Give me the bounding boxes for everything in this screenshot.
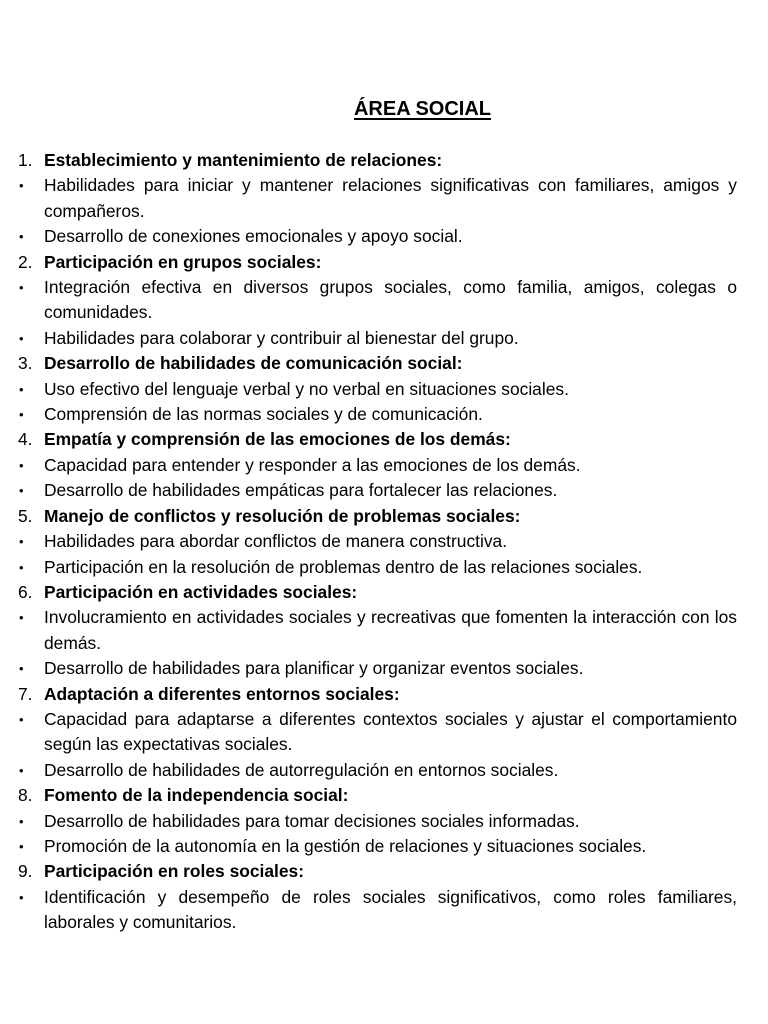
section-heading-text: Establecimiento y mantenimiento de relaciones: (44, 150, 443, 170)
section-list (18, 148, 737, 936)
bullet-item (18, 478, 737, 503)
bullet-item (18, 173, 737, 224)
bullet-text: Integración efectiva en diversos grupos sociales, como familia, amigos, colegas o comunidades. (44, 277, 737, 323)
bullet-icon: • (19, 229, 24, 245)
section-heading (18, 783, 737, 808)
section-heading (18, 148, 737, 173)
bullet-icon: • (19, 280, 24, 296)
bullet-text: Promoción de la autonomía en la gestión de relaciones y situaciones sociales. (44, 835, 647, 856)
bullet-item (18, 377, 737, 402)
bullet-item (18, 224, 737, 249)
bullet-item (18, 758, 737, 783)
bullet-item (18, 555, 737, 580)
bullet-icon: • (19, 889, 24, 905)
bullet-text: Desarrollo de habilidades de autorregulación en entornos sociales. (44, 759, 559, 780)
bullet-item (18, 885, 737, 936)
bullet-item (18, 453, 737, 478)
bullet-item (18, 326, 737, 351)
section-heading (18, 250, 737, 275)
section-heading-text: Empatía y comprensión de las emociones de los demás: (44, 429, 511, 450)
bullet-icon: • (19, 330, 24, 346)
section-heading-text: Participación en grupos sociales: (44, 251, 322, 272)
section-number: 3. (18, 353, 33, 374)
section-heading (18, 351, 737, 376)
bullet-text: Desarrollo de habilidades para planificar y organizar eventos sociales. (44, 658, 584, 679)
section-heading (18, 427, 737, 452)
section-number: 9. (18, 861, 33, 882)
bullet-icon: • (19, 661, 24, 677)
bullet-text: Comprensión de las normas sociales y de comunicación. (44, 404, 483, 425)
bullet-text: Uso efectivo del lenguaje verbal y no verbal en situaciones sociales. (44, 378, 569, 399)
bullet-item (18, 707, 737, 758)
bullet-text: Involucramiento en actividades sociales y recreativas que fomenten la interacción con los demás. (44, 607, 737, 653)
bullet-text: Identificación y desempeño de roles sociales significativos, como roles familiares, laborales y comunitarios. (44, 886, 737, 933)
bullet-item (18, 529, 737, 554)
bullet-item (18, 402, 737, 427)
bullet-icon: • (19, 457, 24, 473)
section-heading (18, 682, 737, 707)
bullet-text: Habilidades para abordar conflictos de manera constructiva. (44, 531, 508, 552)
bullet-item (18, 275, 737, 326)
section-heading (18, 504, 737, 529)
section-heading-text: Manejo de conflictos y resolución de problemas sociales: (44, 505, 521, 526)
section-heading (18, 859, 737, 884)
bullet-item (18, 605, 737, 656)
section-number: 2. (18, 251, 33, 272)
section-number: 6. (18, 581, 33, 602)
section-heading-text: Desarrollo de habilidades de comunicación social: (44, 353, 463, 374)
section-heading-text: Participación en roles sociales: (44, 861, 305, 882)
bullet-text: Habilidades para colaborar y contribuir al bienestar del grupo. (44, 327, 519, 348)
bullet-item (18, 834, 737, 859)
bullet-icon: • (19, 534, 24, 550)
section-heading-text: Participación en actividades sociales: (44, 581, 358, 602)
bullet-icon: • (19, 483, 24, 499)
section-heading-text: Adaptación a diferentes entornos sociales: (44, 683, 400, 704)
bullet-icon: • (19, 559, 24, 575)
bullet-icon: • (19, 178, 24, 194)
section-number: 5. (18, 505, 33, 526)
bullet-text: Desarrollo de conexiones emocionales y apoyo social. (44, 226, 463, 247)
section-number: 8. (18, 785, 33, 806)
bullet-icon: • (19, 711, 24, 727)
bullet-icon: • (19, 407, 24, 423)
bullet-item (18, 809, 737, 834)
section-heading-text: Fomento de la independencia social: (44, 785, 349, 806)
section-number: 1. (18, 150, 33, 170)
section-number: 7. (18, 683, 33, 704)
section-heading (18, 580, 737, 605)
bullet-text: Participación en la resolución de problemas dentro de las relaciones sociales. (44, 556, 643, 577)
bullet-text: Habilidades para iniciar y mantener relaciones significativas con familiares, amigos y compañeros. (44, 175, 737, 221)
bullet-icon: • (19, 813, 24, 829)
bullet-text: Desarrollo de habilidades empáticas para fortalecer las relaciones. (44, 480, 558, 501)
bullet-icon: • (19, 762, 24, 778)
bullet-text: Capacidad para adaptarse a diferentes contextos sociales y ajustar el comportamiento según las expectativas sociales. (44, 708, 737, 755)
bullet-item (18, 656, 737, 681)
bullet-text: Capacidad para entender y responder a las emociones de los demás. (44, 454, 581, 475)
page-title: ÁREA SOCIAL (353, 98, 492, 120)
bullet-icon: • (19, 838, 24, 854)
section-number: 4. (18, 429, 33, 450)
bullet-icon: • (19, 381, 24, 397)
bullet-icon: • (19, 610, 24, 626)
bullet-text: Desarrollo de habilidades para tomar decisiones sociales informadas. (44, 810, 580, 831)
